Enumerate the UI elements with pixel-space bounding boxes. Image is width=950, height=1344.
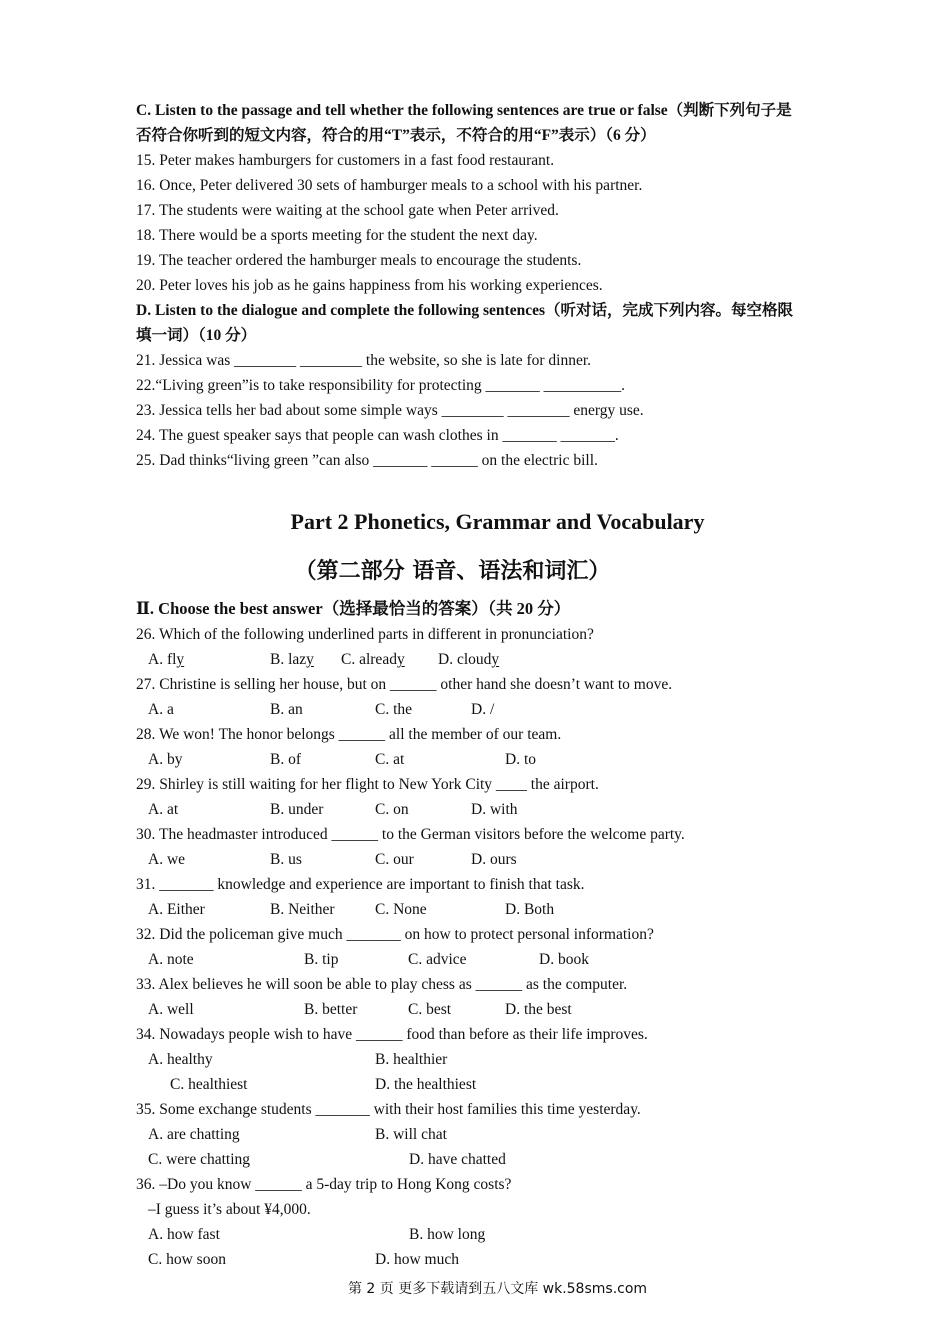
q28-option-a: A. by [148, 751, 183, 768]
q26-option-d: D. cloudy [438, 651, 500, 668]
q33-option-b: B. better [304, 1001, 358, 1018]
q26-option-b: B. lazy [270, 651, 314, 668]
q33-option-a: A. well [148, 1001, 194, 1018]
section-c-heading: C. Listen to the passage and tell whether the following sentences are true or false（判断下列句子是 [136, 102, 792, 119]
q35-option-d: D. have chatted [409, 1151, 506, 1168]
q31-option-d: D. Both [505, 901, 555, 918]
question-32: 32. Did the policeman give much _______ on how to protect personal information? [136, 926, 654, 943]
question-24: 24. The guest speaker says that people can wash clothes in _______ _______. [136, 427, 619, 444]
q33-option-d: D. the best [505, 1001, 572, 1018]
question-26: 26. Which of the following underlined parts in different in pronunciation? [136, 626, 594, 643]
q32-option-d: D. book [539, 951, 589, 968]
section-c-heading-cont: 否符合你听到的短文内容，符合的用“T”表示，不符合的用“F”表示）（6 分） [136, 127, 656, 144]
q27-option-d: D. / [471, 701, 495, 718]
q31-option-b: B. Neither [270, 901, 335, 918]
q28-option-b: B. of [270, 751, 301, 768]
q34-option-c: C. healthiest [170, 1076, 248, 1093]
page-footer: 第 2 页 更多下载请到五八文库 wk.58sms.com [347, 1281, 648, 1297]
question-27: 27. Christine is selling her house, but on ______ other hand she doesn’t want to move. [136, 676, 673, 693]
question-20: 20. Peter loves his job as he gains happiness from his working experiences. [136, 277, 603, 294]
q33-option-c: C. best [408, 1001, 452, 1018]
q36-option-c: C. how soon [148, 1251, 226, 1268]
q35-option-b: B. will chat [375, 1126, 447, 1143]
question-22: 22.“Living green”is to take responsibility for protecting _______ __________. [136, 377, 626, 394]
q27-option-a: A. a [148, 701, 174, 718]
question-17: 17. The students were waiting at the school gate when Peter arrived. [136, 202, 559, 219]
q35-option-a: A. are chatting [148, 1126, 240, 1143]
q36-option-d: D. how much [375, 1251, 459, 1268]
question-35: 35. Some exchange students _______ with their host families this time yesterday. [136, 1101, 641, 1118]
part2-subtitle: （第二部分 语音、语法和词汇） [294, 559, 611, 584]
question-23: 23. Jessica tells her bad about some simple ways ________ ________ energy use. [136, 402, 644, 419]
section-ii-heading: Ⅱ. Choose the best answer（选择最恰当的答案）（共 20 分） [136, 599, 571, 618]
q29-option-b: B. under [270, 801, 324, 818]
underlined-letter: y [176, 651, 185, 668]
q32-option-c: C. advice [408, 951, 467, 968]
q29-option-c: C. on [375, 801, 409, 818]
q31-option-a: A. Either [148, 901, 205, 918]
question-28: 28. We won! The honor belongs ______ all the member of our team. [136, 726, 562, 743]
q29-option-d: D. with [471, 801, 518, 818]
q27-option-c: C. the [375, 701, 413, 718]
section-d-heading: D. Listen to the dialogue and complete the following sentences（听对话，完成下列内容。每空格限 [136, 302, 794, 319]
q30-option-d: D. ours [471, 851, 517, 868]
q28-option-d: D. to [505, 751, 536, 768]
q35-option-c: C. were chatting [148, 1151, 251, 1168]
question-33: 33. Alex believes he will soon be able to play chess as ______ as the computer. [136, 976, 628, 993]
question-21: 21. Jessica was ________ ________ the website, so she is late for dinner. [136, 352, 592, 369]
q36-option-b: B. how long [409, 1226, 486, 1243]
q36-reply: –I guess it’s about ¥4,000. [148, 1201, 311, 1218]
question-36: 36. –Do you know ______ a 5-day trip to Hong Kong costs? [136, 1176, 512, 1193]
q34-option-d: D. the healthiest [375, 1076, 477, 1093]
q30-option-b: B. us [270, 851, 302, 868]
question-19: 19. The teacher ordered the hamburger meals to encourage the students. [136, 252, 582, 269]
question-15: 15. Peter makes hamburgers for customers in a fast food restaurant. [136, 152, 555, 169]
question-16: 16. Once, Peter delivered 30 sets of hamburger meals to a school with his partner. [136, 177, 643, 194]
underlined-letter: y [396, 651, 405, 668]
q31-option-c: C. None [375, 901, 427, 918]
q26-option-a: A. fly [148, 651, 185, 668]
question-30: 30. The headmaster introduced ______ to the German visitors before the welcome party. [136, 826, 685, 843]
question-31: 31. _______ knowledge and experience are important to finish that task. [136, 876, 585, 893]
q34-option-b: B. healthier [375, 1051, 448, 1068]
question-18: 18. There would be a sports meeting for the student the next day. [136, 227, 538, 244]
underlined-letter: y [491, 651, 500, 668]
q28-option-c: C. at [375, 751, 405, 768]
q29-option-a: A. at [148, 801, 179, 818]
question-34: 34. Nowadays people wish to have ______ food than before as their life improves. [136, 1026, 648, 1043]
question-29: 29. Shirley is still waiting for her flight to New York City ____ the airport. [136, 776, 599, 793]
q27-option-b: B. an [270, 701, 303, 718]
q34-option-a: A. healthy [148, 1051, 213, 1068]
section-d-heading-cont: 填一词）（10 分） [136, 327, 257, 344]
q32-option-b: B. tip [304, 951, 339, 968]
q26-option-c: C. already [341, 651, 405, 668]
q32-option-a: A. note [148, 951, 194, 968]
underlined-letter: y [306, 651, 314, 668]
q36-option-a: A. how fast [148, 1226, 220, 1243]
part2-title: Part 2 Phonetics, Grammar and Vocabulary [290, 509, 705, 534]
q30-option-a: A. we [148, 851, 186, 868]
q30-option-c: C. our [375, 851, 414, 868]
question-25: 25. Dad thinks“living green ”can also _______ ______ on the electric bill. [136, 452, 598, 469]
